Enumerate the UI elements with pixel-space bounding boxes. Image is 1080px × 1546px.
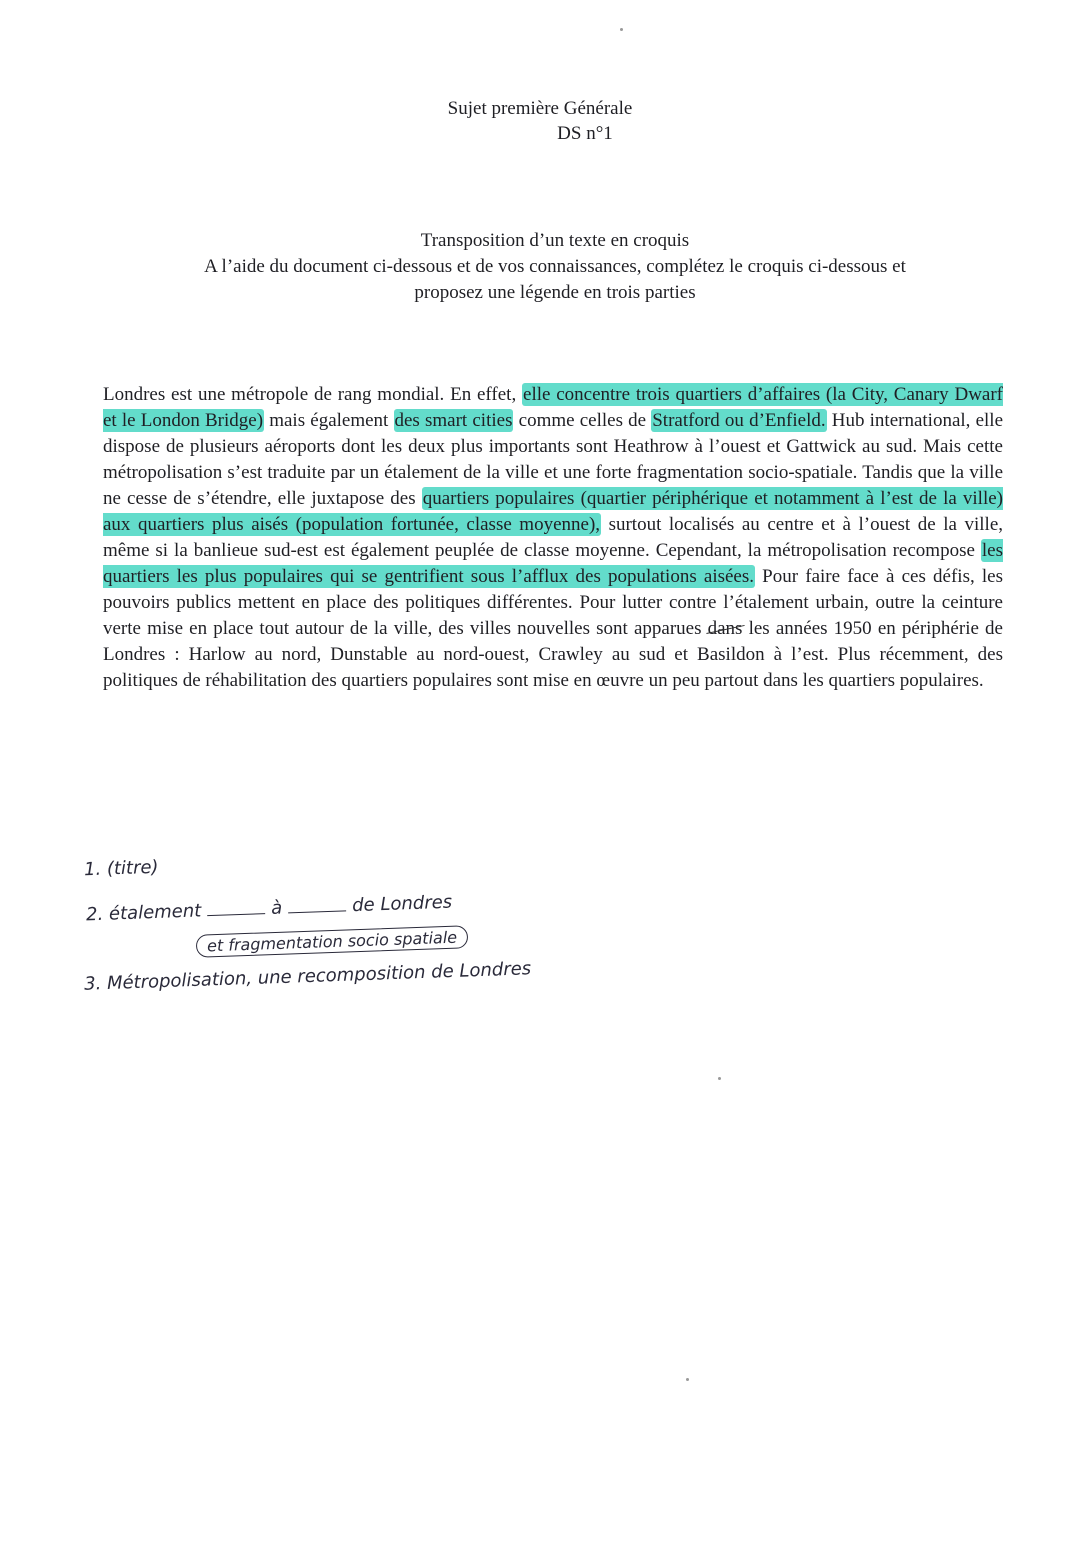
text-segment: Londres est une métropole de rang mondial. En effet, xyxy=(103,384,523,405)
paper-speck xyxy=(620,28,623,31)
instructions-line: A l’aide du document ci-dessous et de vos connaissances, complétez le croquis ci-dessous et xyxy=(204,256,906,277)
paper-speck xyxy=(686,1378,689,1381)
exam-number: DS n°1 xyxy=(557,123,613,144)
text-segment: Pour faire face à ces défis, les pouvoirs publics mettent en place des politiques différentes. Pour lutter contre l’étalement urbain, outre la ceinture verte mise en place tout autour de la ville, des villes nouvelles sont apparues xyxy=(103,566,1003,639)
text-segment: mais également xyxy=(264,410,394,431)
highlighted-text: elle concentre trois quartiers d’affaires (la City, Canary Dwarf et le London Bridge) xyxy=(103,384,1004,431)
instructions xyxy=(130,228,980,306)
note-2-addition: et fragmentation socio spatiale xyxy=(196,925,469,957)
highlighted-text: Stratford ou d’Enfield. xyxy=(652,410,826,431)
header xyxy=(0,96,1080,146)
instructions-title: Transposition d’un texte en croquis xyxy=(420,230,690,251)
note-1: 1. (titre) xyxy=(83,856,159,881)
note-2-mid: à xyxy=(270,897,283,919)
instructions-line: proposez une légende en trois parties xyxy=(414,282,696,303)
struck-word: dans xyxy=(707,618,743,639)
note-2 xyxy=(86,892,453,926)
paper-speck xyxy=(718,1077,721,1080)
text-segment: comme celles de xyxy=(513,410,652,431)
highlighted-text: les quartiers les plus populaires qui se gentrifient sous l’afflux des populations aisées. xyxy=(103,540,1003,587)
highlighted-text: des smart cities xyxy=(394,410,513,431)
text-segment: les années 1950 en périphérie de Londres : Harlow au nord, Dunstable au nord-ouest, Crawley au sud et Basildon à l’est. Plus récemment, des politiques de réhabilitation des quartiers populaires sont mise en œuvre un peu partout dans les quartiers populaires. xyxy=(103,618,1003,691)
subject-title: Sujet première Générale xyxy=(447,98,633,119)
note-2-end: de Londres xyxy=(351,891,453,917)
text-segment: surtout localisés au centre et à l’ouest de la ville, même si la banlieue sud-est est également peuplée de classe moyenne. Cependant, la métropolisation recompose xyxy=(103,514,1003,561)
text-segment: Hub international, elle dispose de plusieurs aéroports dont les deux plus importants sont Heathrow à l’ouest et Gattwick au sud. Mais cette métropolisation s’est traduite par un étalement de la ville et une forte fragmentation socio-spatiale. Tandis que la ville ne cesse de s’étendre, elle juxtapose des xyxy=(103,410,1004,509)
blank-line xyxy=(207,913,265,916)
highlighted-text: quartiers populaires (quartier périphérique et notamment à l’est de la ville) aux quartiers plus aisés (population fortunée, classe moyenne), xyxy=(103,488,1003,535)
document-text xyxy=(103,382,1003,694)
note-2-start: 2. étalement xyxy=(85,900,202,926)
blank-line xyxy=(288,910,346,913)
note-3: 3. Métropolisation, une recomposition de Londres xyxy=(83,958,532,995)
